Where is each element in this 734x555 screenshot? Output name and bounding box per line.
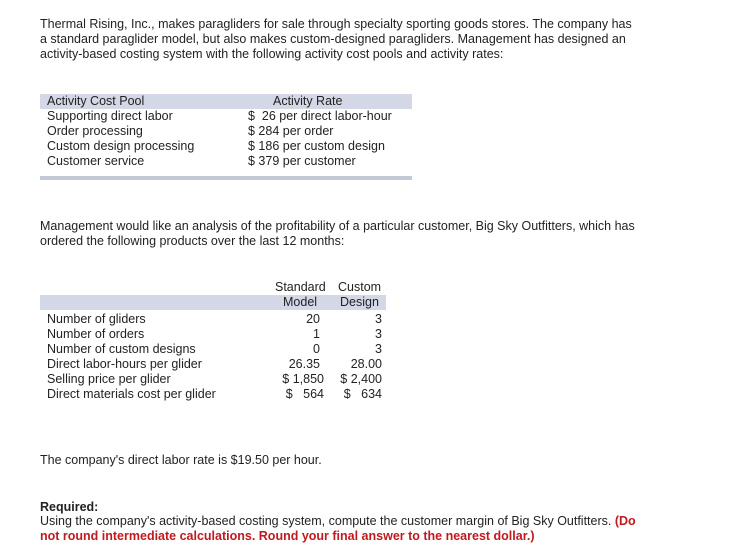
- header-standard-model-line1: Standard: [275, 280, 326, 294]
- labor-rate-text: The company's direct labor rate is $19.50 per hour.: [40, 453, 322, 467]
- table-row-standard: 0: [313, 342, 320, 356]
- required-instruction: Using the company's activity-based costing system, compute the customer margin of Big Sky Outfitters.: [40, 514, 612, 528]
- header-activity-cost-pool: Activity Cost Pool: [47, 94, 145, 108]
- required-note: not round intermediate calculations. Round your final answer to the nearest dollar.): [40, 529, 535, 543]
- table-row-label: Number of gliders: [47, 312, 146, 326]
- table-footer-band: [40, 176, 412, 180]
- table-row-label: Number of orders: [47, 327, 145, 341]
- table-row-standard: $ 564: [285, 387, 324, 401]
- required-label: Required:: [40, 500, 99, 514]
- middle-line: Management would like an analysis of the profitability of a particular customer, Big Sky Outfitters, which has: [40, 219, 635, 233]
- middle-line: ordered the following products over the last 12 months:: [40, 234, 345, 248]
- header-custom-design-line1: Custom: [338, 280, 382, 294]
- table-row-label: Number of custom designs: [47, 342, 196, 356]
- required-note-start: (Do: [614, 514, 636, 528]
- table-row-label: Direct materials cost per glider: [47, 387, 216, 401]
- table-row-custom: $ 634: [343, 387, 382, 401]
- table-row-rate: $ 186 per custom design: [248, 139, 385, 153]
- table-row-standard: 26.35: [288, 357, 320, 371]
- activity-rate-table: [40, 94, 412, 184]
- table-row-pool: Customer service: [47, 154, 145, 168]
- intro-line: activity-based costing system with the following activity cost pools and activity rates:: [40, 47, 504, 61]
- table-row-standard: $ 1,850: [282, 372, 324, 386]
- table-row-standard: 1: [313, 327, 320, 341]
- intro-line: a standard paraglider model, but also makes custom-designed paragliders. Management has designed an: [40, 32, 626, 46]
- table-header-band: [40, 295, 386, 310]
- header-activity-rate: Activity Rate: [273, 94, 343, 108]
- table-row-label: Direct labor-hours per glider: [47, 357, 202, 371]
- table-row-custom: 28.00: [350, 357, 382, 371]
- table-row-rate: $ 284 per order: [248, 124, 334, 138]
- table-row-rate: $ 26 per direct labor-hour: [248, 109, 392, 123]
- header-custom-design-line2: Design: [340, 295, 379, 309]
- required-line: [40, 514, 636, 529]
- product-data-table: [40, 280, 386, 410]
- table-row-custom: 3: [375, 327, 382, 341]
- intro-line: Thermal Rising, Inc., makes paragliders for sale through specialty sporting goods stores. The company has: [40, 17, 632, 31]
- table-row-pool: Custom design processing: [47, 139, 195, 153]
- table-row-label: Selling price per glider: [47, 372, 171, 386]
- table-row-custom: $ 2,400: [340, 372, 382, 386]
- table-row-pool: Supporting direct labor: [47, 109, 173, 123]
- table-row-pool: Order processing: [47, 124, 143, 138]
- header-standard-model-line2: Model: [283, 295, 318, 309]
- table-row-rate: $ 379 per customer: [248, 154, 356, 168]
- table-row-custom: 3: [375, 312, 382, 326]
- table-row-standard: 20: [306, 312, 320, 326]
- table-row-custom: 3: [375, 342, 382, 356]
